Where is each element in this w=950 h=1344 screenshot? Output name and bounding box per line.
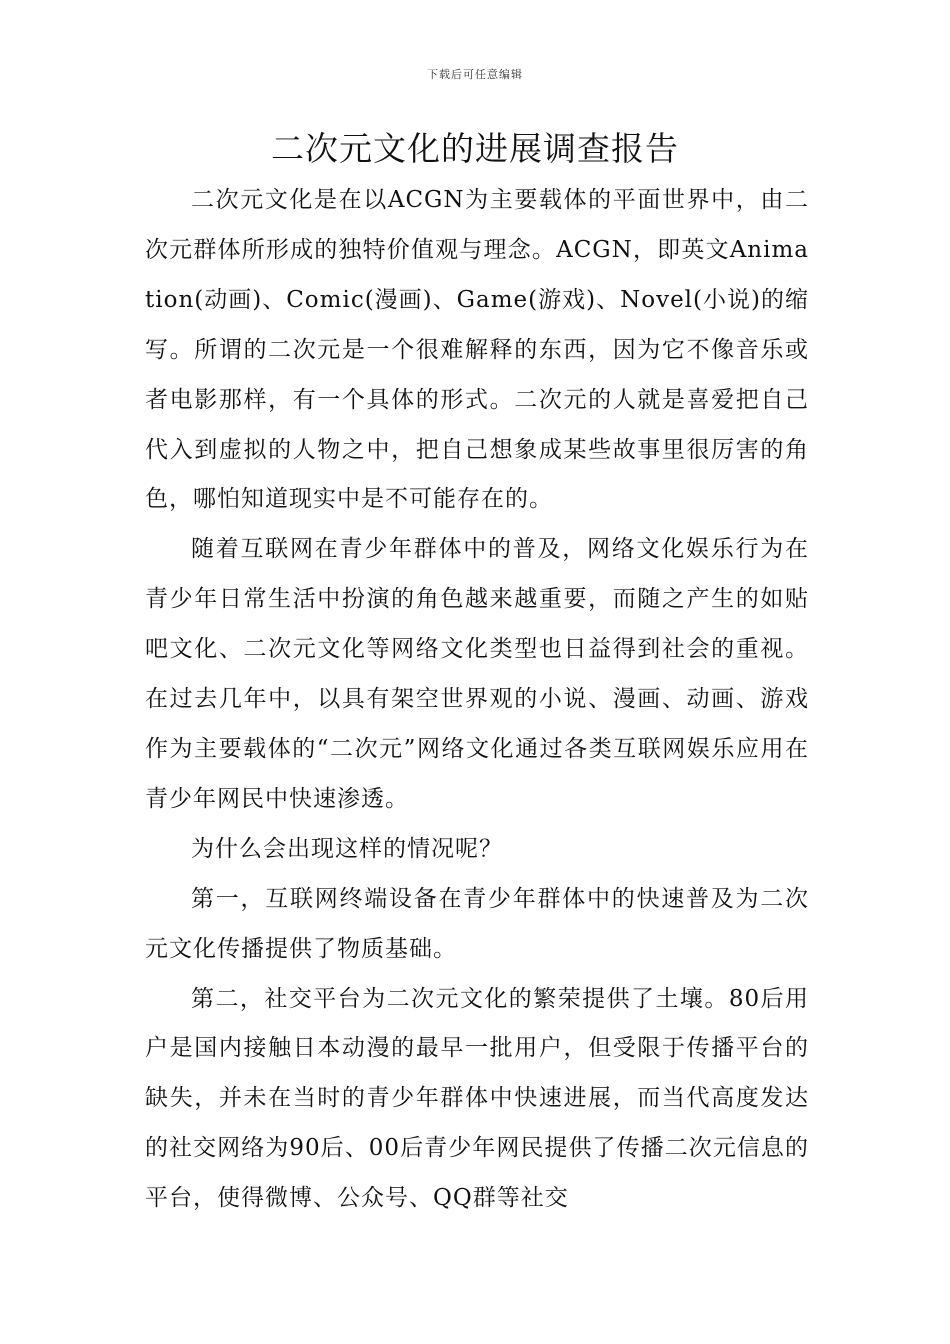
document-title: 二次元文化的进展调查报告 xyxy=(271,129,679,168)
header-note: 下载后可任意编辑 xyxy=(427,68,523,81)
paragraph-4: 第一，互联网终端设备在青少年群体中的快速普及为二次元文化传播提供了物质基础。 xyxy=(145,885,809,962)
document-body xyxy=(145,176,809,1224)
paragraph-2: 随着互联网在青少年群体中的普及，网络文化娱乐行为在青少年日常生活中扮演的角色越来越重要，而随之产生的如贴吧文化、二次元文化等网络文化类型也日益得到社会的重视。在过去几年中，以具有架空世界观的小说、漫画、动画、游戏作为主要载体的“二次元”网络文化通过各类互联网娱乐应用在青少年网民中快速渗透。 xyxy=(145,536,809,812)
paragraph-5: 第二，社交平台为二次元文化的繁荣提供了土壤。80后用户是国内接触日本动漫的最早一批用户，但受限于传播平台的缺失，并未在当时的青少年群体中快速进展，而当代高度发达的社交网络为90后、00后青少年网民提供了传播二次元信息的平台，使得微博、公众号、QQ群等社交 xyxy=(145,985,809,1212)
paragraph-1: 二次元文化是在以ACGN为主要载体的平面世界中，由二次元群体所形成的独特价值观与理念。ACGN，即英文Animation(动画)、Comic(漫画)、Game(游戏)、Novel(小说)的缩写。所谓的二次元是一个很难解释的东西，因为它不像音乐或者电影那样，有一个具体的形式。二次元的人就是喜爱把自己代入到虚拟的人物之中，把自己想象成某些故事里很厉害的角色，哪怕知道现实中是不可能存在的。 xyxy=(145,187,809,513)
paragraph-3: 为什么会出现这样的情况呢？ xyxy=(191,835,503,862)
